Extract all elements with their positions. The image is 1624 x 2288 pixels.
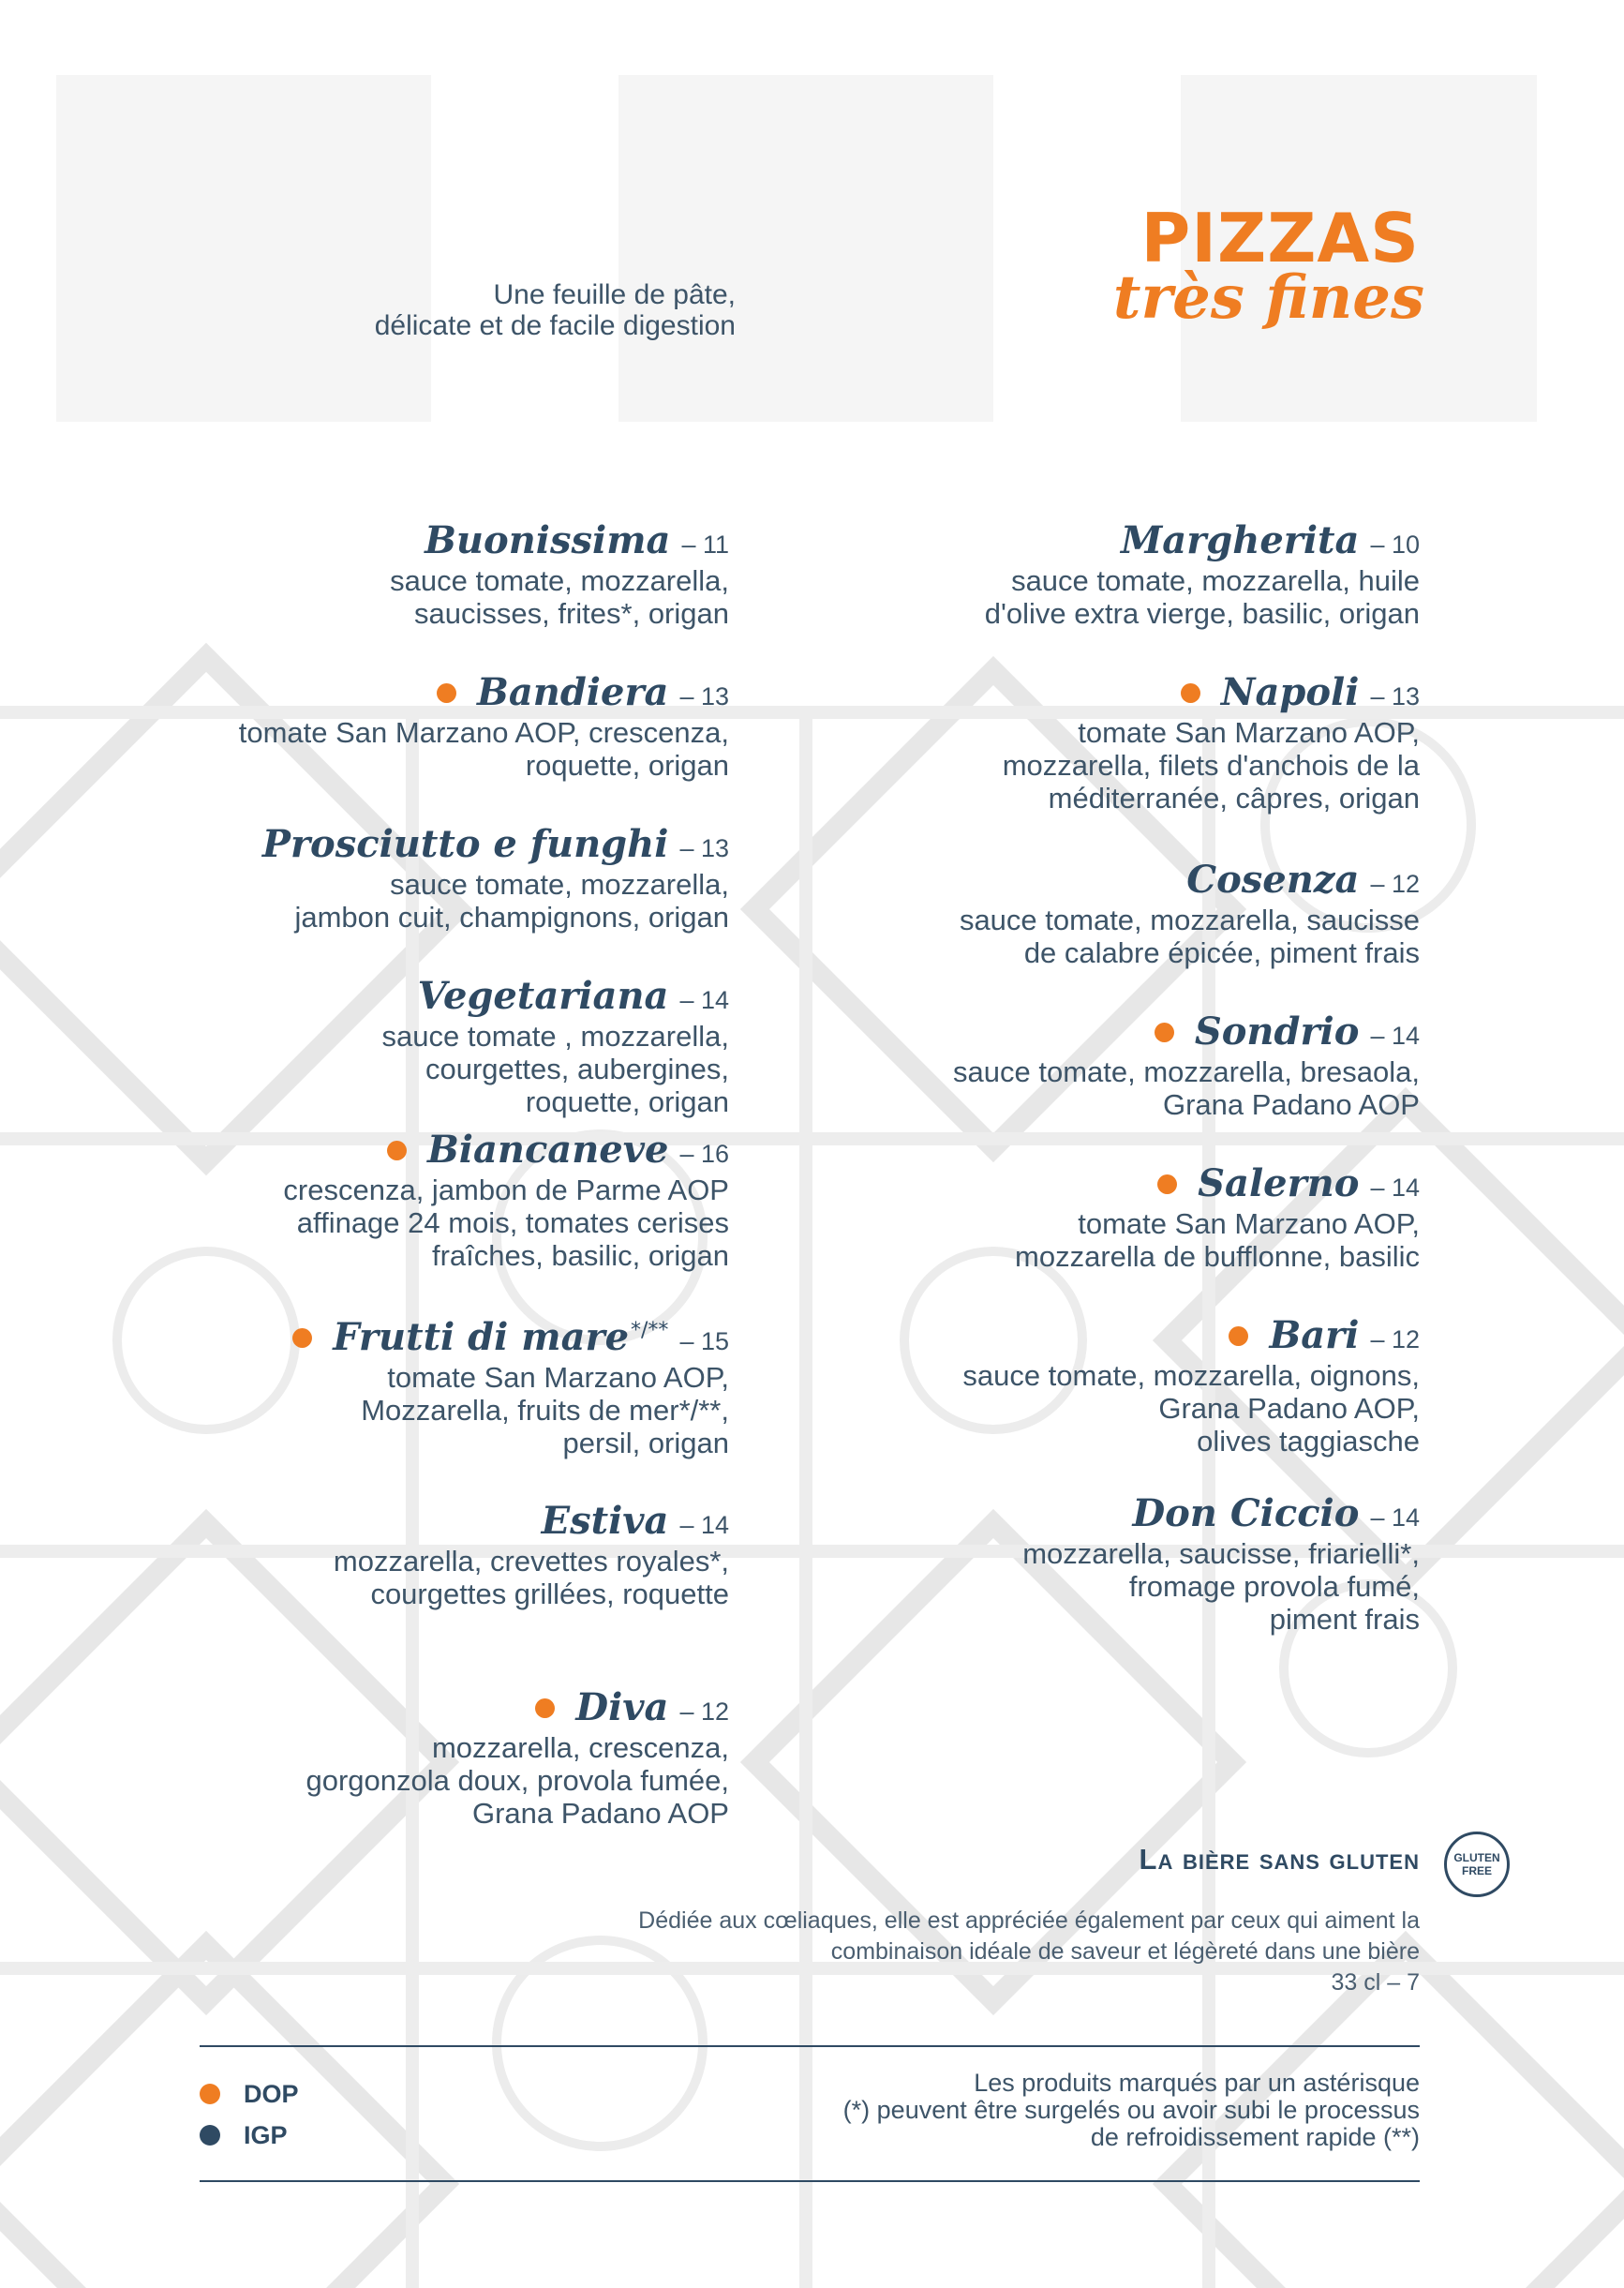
pizza-description-line: Grana Padano AOP — [1162, 1088, 1420, 1121]
pizza-name: Vegetariana — [417, 974, 669, 1018]
dop-dot-icon — [1157, 1174, 1177, 1194]
pizza-price: – 10 — [1370, 531, 1420, 559]
pizza-description — [764, 1359, 1420, 1458]
pizza-name: Prosciutto e funghi — [261, 822, 669, 866]
pizza-price: – 13 — [1370, 682, 1420, 710]
menu-item — [73, 517, 729, 630]
pizza-name: Bandiera — [477, 670, 669, 714]
pizza-description-line: de calabre épicée, piment frais — [1023, 936, 1420, 969]
pizza-description — [73, 564, 729, 630]
menu-item-header — [764, 517, 1420, 564]
pizza-description-line: tomate San Marzano AOP, — [387, 1361, 729, 1394]
pizza-price: – 14 — [1370, 1022, 1420, 1050]
dop-dot-icon — [535, 1698, 555, 1718]
pizza-description-line: méditerranée, câpres, origan — [1048, 782, 1420, 815]
beer-price: 33 cl – 7 — [1331, 1969, 1420, 1996]
pizza-description-line: mozzarella, filets d'anchois de la — [1002, 749, 1420, 782]
pizza-description-line: sauce tomate, mozzarella, — [390, 564, 729, 597]
menu-item-header — [73, 1127, 729, 1174]
pizza-name: Don Ciccio — [1132, 1491, 1360, 1535]
pizza-name: Estiva — [541, 1499, 669, 1543]
pizza-description-line: tomate San Marzano AOP, — [1078, 1207, 1420, 1240]
menu-item-header — [73, 669, 729, 716]
pizza-footnote-mark: */** — [631, 1319, 669, 1342]
beer-desc-line: Dédiée aux cœliaques, elle est appréciée également par ceux qui aiment la — [638, 1907, 1420, 1934]
intro-line: délicate et de facile digestion — [374, 310, 736, 341]
legend — [200, 2073, 299, 2156]
pizza-price: – 12 — [1370, 870, 1420, 898]
pizza-name: Cosenza — [1186, 858, 1360, 902]
menu-item — [764, 1490, 1420, 1636]
page-title: PIZZAS — [1140, 199, 1420, 277]
divider-bottom — [200, 2180, 1420, 2182]
pizza-description-line: mozzarella, crevettes royales*, — [333, 1545, 729, 1578]
pizza-price: – 15 — [679, 1327, 729, 1355]
dop-dot-icon — [387, 1141, 407, 1160]
menu-item-header — [73, 973, 729, 1020]
pizza-description-line: crescenza, jambon de Parme AOP — [283, 1174, 729, 1206]
pizza-description-line: mozzarella, saucisse, friarielli*, — [1022, 1537, 1420, 1570]
pizza-description-line: roquette, origan — [525, 1085, 729, 1118]
divider-top — [200, 2045, 1420, 2047]
menu-item-header — [764, 1312, 1420, 1359]
menu-item — [764, 1009, 1420, 1121]
pizza-price: – 14 — [679, 1511, 729, 1539]
footnote-line: Les produits marqués par un astérisque — [974, 2069, 1420, 2097]
menu-item-header — [73, 517, 729, 564]
pizza-description-line: olives taggiasche — [1197, 1425, 1420, 1458]
pizza-description-line: sauce tomate, mozzarella, saucisse — [959, 904, 1420, 936]
pizza-description-line: Grana Padano AOP, — [1158, 1392, 1420, 1425]
pizza-description-line: piment frais — [1269, 1603, 1420, 1636]
pizza-description-line: sauce tomate, mozzarella, bresaola, — [953, 1055, 1420, 1088]
pizza-description-line: sauce tomate, mozzarella, — [390, 868, 729, 901]
pizza-description — [73, 1174, 729, 1272]
legend-item-igp — [200, 2115, 299, 2156]
pizza-description-line: Grana Padano AOP — [471, 1797, 729, 1830]
pizza-description-line: sauce tomate, mozzarella, huile — [1011, 564, 1420, 597]
beer-title: La bière sans gluten — [1139, 1843, 1420, 1876]
pizza-price: – 14 — [1370, 1503, 1420, 1532]
pizza-name: Buonissima — [425, 518, 671, 562]
pizza-description-line: jambon cuit, champignons, origan — [294, 901, 729, 934]
intro-text — [187, 279, 736, 341]
menu-item-header — [73, 1684, 729, 1731]
menu-item — [73, 1127, 729, 1272]
footnote — [656, 2070, 1420, 2151]
legend-label: IGP — [244, 2120, 288, 2149]
dop-dot-icon — [1229, 1326, 1248, 1346]
menu-item-header — [764, 669, 1420, 716]
menu-item — [764, 1312, 1420, 1458]
dop-dot-icon — [1181, 683, 1200, 703]
menu-item — [73, 821, 729, 934]
pizza-price: – 11 — [681, 531, 729, 559]
pizza-price: – 12 — [1370, 1325, 1420, 1353]
pizza-name: Salerno — [1198, 1161, 1360, 1205]
pizza-description — [764, 1207, 1420, 1273]
pizza-price: – 13 — [679, 834, 729, 862]
gluten-free-badge-icon — [1444, 1832, 1510, 1897]
pizza-description — [73, 1545, 729, 1610]
badge-line: GLUTEN — [1453, 1851, 1500, 1864]
pizza-description — [764, 904, 1420, 969]
menu-item — [764, 857, 1420, 969]
legend-label: DOP — [244, 2079, 299, 2108]
pizza-price: – 16 — [679, 1140, 729, 1168]
pizza-description-line: d'olive extra vierge, basilic, origan — [984, 597, 1420, 630]
beer-desc-line: combinaison idéale de saveur et légèreté dans une bière — [830, 1938, 1420, 1965]
menu-item-header — [73, 1314, 729, 1361]
pizza-name: Frutti di mare — [333, 1315, 630, 1359]
pizza-price: – 12 — [679, 1697, 729, 1726]
pizza-name: Napoli — [1220, 670, 1360, 714]
pizza-description-line: tomate San Marzano AOP, crescenza, — [238, 716, 729, 749]
pizza-description-line: mozzarella de bufflonne, basilic — [1015, 1240, 1420, 1273]
pizza-description-line: gorgonzola doux, provola fumée, — [305, 1764, 729, 1797]
menu-item — [73, 973, 729, 1118]
dop-dot-icon — [200, 2084, 220, 2104]
pizza-description — [73, 1731, 729, 1830]
pizza-description-line: persil, origan — [562, 1427, 729, 1459]
intro-line: Une feuille de pâte, — [493, 279, 736, 310]
pizza-description-line: Mozzarella, fruits de mer*/**, — [361, 1394, 729, 1427]
igp-dot-icon — [200, 2125, 220, 2146]
pizza-description — [73, 716, 729, 782]
pizza-description — [764, 1055, 1420, 1121]
pizza-description-line: tomate San Marzano AOP, — [1078, 716, 1420, 749]
menu-item — [73, 1314, 729, 1459]
pizza-description-line: saucisses, frites*, origan — [414, 597, 729, 630]
pizza-name: Bari — [1269, 1313, 1360, 1357]
pizza-description-line: sauce tomate, mozzarella, oignons, — [962, 1359, 1420, 1392]
footnote-line: de refroidissement rapide (**) — [1090, 2123, 1420, 2151]
pizza-description-line: affinage 24 mois, tomates cerises — [296, 1206, 729, 1239]
menu-item-header — [764, 1009, 1420, 1055]
pizza-price: – 14 — [679, 986, 729, 1014]
pizza-description — [73, 868, 729, 934]
pizza-description — [764, 564, 1420, 630]
page-subtitle: très fines — [1112, 262, 1424, 333]
pizza-description-line: sauce tomate , mozzarella, — [381, 1020, 729, 1053]
pizza-description-line: courgettes grillées, roquette — [370, 1578, 729, 1610]
dop-dot-icon — [437, 683, 456, 703]
pizza-description-line: roquette, origan — [525, 749, 729, 782]
beer-description — [375, 1906, 1420, 1998]
dop-dot-icon — [1155, 1023, 1174, 1042]
pizza-description — [73, 1361, 729, 1459]
menu-item — [73, 1684, 729, 1830]
pizza-description-line: mozzarella, crescenza, — [431, 1731, 729, 1764]
menu-item-header — [764, 857, 1420, 904]
pizza-description-line: fromage provola fumé, — [1128, 1570, 1420, 1603]
legend-item-dop — [200, 2073, 299, 2115]
pizza-price: – 14 — [1370, 1174, 1420, 1202]
menu-item — [764, 517, 1420, 630]
pizza-description — [764, 716, 1420, 815]
pizza-name: Sondrio — [1194, 1009, 1360, 1054]
menu-item — [73, 669, 729, 782]
pizza-name: Diva — [575, 1685, 669, 1729]
menu-item-header — [764, 1490, 1420, 1537]
badge-line: FREE — [1461, 1864, 1492, 1877]
menu-item — [73, 1498, 729, 1610]
pizza-price: – 13 — [679, 682, 729, 710]
menu-item-header — [73, 1498, 729, 1545]
pizza-description — [73, 1020, 729, 1118]
pizza-description-line: fraîches, basilic, origan — [431, 1239, 729, 1272]
dop-dot-icon — [292, 1328, 312, 1348]
menu-item-header — [764, 1160, 1420, 1207]
menu-item — [764, 669, 1420, 815]
menu-item — [764, 1160, 1420, 1273]
pizza-name: Margherita — [1121, 518, 1360, 562]
menu-item-header — [73, 821, 729, 868]
pizza-name: Biancaneve — [426, 1128, 669, 1172]
pizza-description — [764, 1537, 1420, 1636]
footnote-line: (*) peuvent être surgelés ou avoir subi le processus — [842, 2096, 1420, 2124]
pizza-description-line: courgettes, aubergines, — [425, 1053, 729, 1085]
